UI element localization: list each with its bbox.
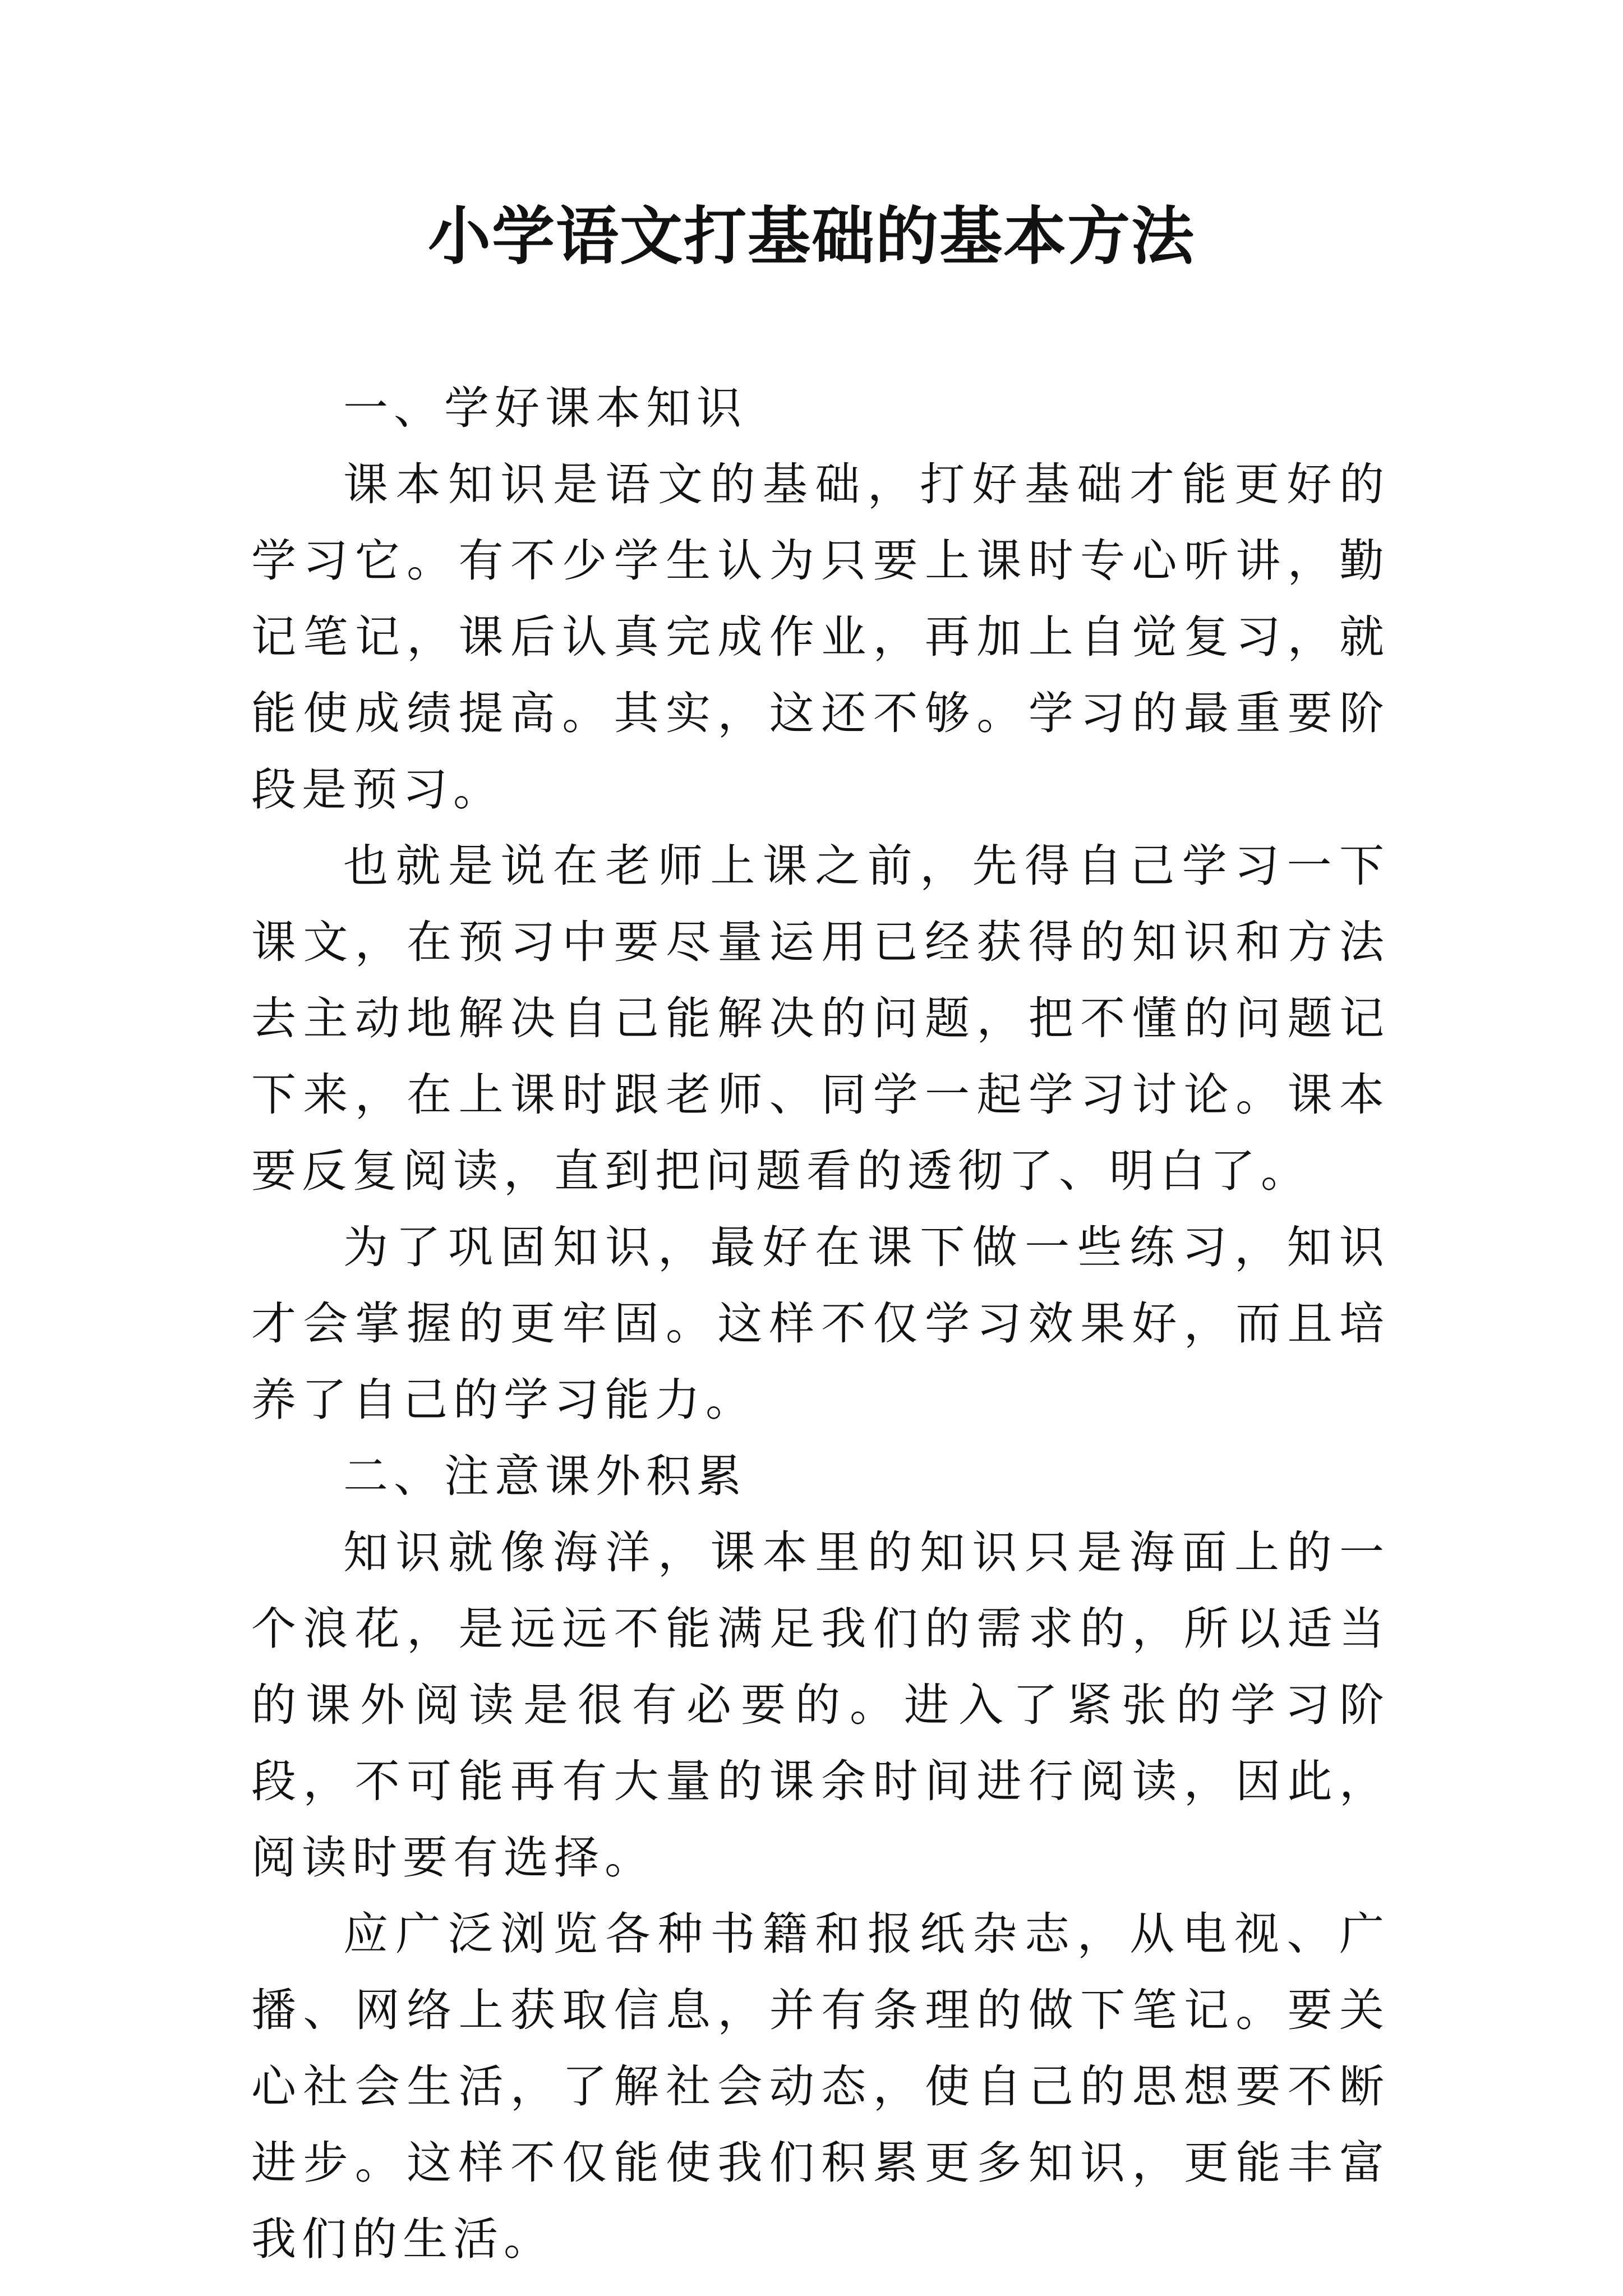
document-title: 小学语文打基础的基本方法 bbox=[428, 200, 1195, 273]
paragraph: 知识就像海洋，课本里的知识只是海面上的一个浪花，是远远不能满足我们的需求的，所以适当的课外阅读是很有必要的。进入了紧张的学习阶段，不可能再有大量的课余时间进行阅读，因此，阅读时要有选择。 bbox=[251, 1526, 1390, 1884]
paragraph: 也就是说在老师上课之前，先得自己学习一下课文，在预习中要尽量运用已经获得的知识和方法去主动地解决自己能解决的问题，把不懂的问题记下来，在上课时跟老师、同学一起学习讨论。课本要反复阅读，直到把问题看的透彻了、明白了。 bbox=[251, 840, 1390, 1197]
section-heading: 一、学好课本知识 bbox=[343, 382, 747, 434]
section-heading: 二、注意课外积累 bbox=[343, 1450, 747, 1502]
paragraph: 课本知识是语文的基础，打好基础才能更好的学习它。有不少学生认为只要上课时专心听讲，勤记笔记，课后认真完成作业，再加上自觉复习，就能使成绩提高。其实，这还不够。学习的最重要阶段是预习。 bbox=[251, 458, 1390, 816]
document-body bbox=[251, 370, 1390, 2277]
paragraph: 应广泛浏览各种书籍和报纸杂志，从电视、广播、网络上获取信息，并有条理的做下笔记。要关心社会生活，了解社会动态，使自己的思想要不断进步。这样不仅能使我们积累更多知识，更能丰富我们的生活。 bbox=[251, 1908, 1390, 2265]
paragraph: 为了巩固知识，最好在课下做一些练习，知识才会掌握的更牢固。这样不仅学习效果好，而且培养了自己的学习能力。 bbox=[251, 1221, 1390, 1426]
